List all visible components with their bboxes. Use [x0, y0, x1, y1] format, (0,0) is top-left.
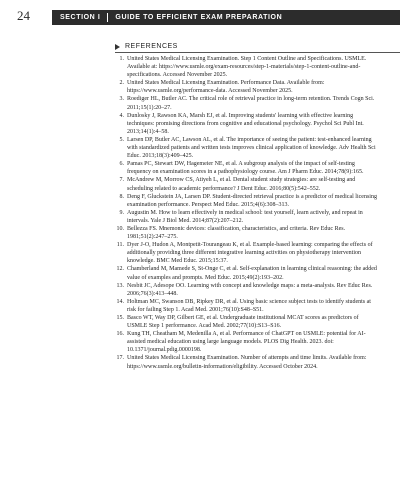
reference-text: Basco WT, Way DP, Gilbert GE, et al. Undergraduate institutional MCAT scores as predictors of USMLE Step 1 performance. Acad Med. 2002;77(10):S13–S16. — [127, 315, 359, 330]
reference-number: 8. — [119, 193, 124, 200]
reference-number: 5. — [119, 136, 124, 143]
reference-item — [115, 95, 400, 111]
triangle-right-icon — [115, 44, 120, 50]
chapter-title: GUIDE TO EFFICIENT EXAM PREPARATION — [115, 14, 283, 21]
reference-number: 7. — [119, 177, 124, 184]
reference-item — [115, 282, 400, 298]
reference-item — [115, 298, 400, 314]
reference-number: 9. — [119, 209, 124, 216]
reference-number: 2. — [119, 80, 124, 87]
page-number: 24 — [17, 8, 30, 23]
reference-text: Holtman MC, Swanson DB, Ripkey DR, et al. Using basic science subject tests to identify students at risk for failing Step 1. Acad Med. 2001;76(10):S48–S51. — [127, 298, 371, 313]
reference-item — [115, 55, 400, 79]
reference-item — [115, 160, 400, 176]
reference-item — [115, 193, 400, 209]
reference-number: 13. — [116, 282, 124, 289]
references-title: REFERENCES — [125, 43, 178, 50]
reference-item — [115, 112, 400, 136]
reference-item — [115, 79, 400, 95]
section-label: SECTION I — [60, 14, 101, 21]
reference-number: 15. — [116, 315, 124, 321]
reference-number: 3. — [119, 96, 124, 103]
reference-text: Nesbit JC, Adesope OO. Learning with concept and knowledge maps: a meta-analysis. Rev Educ Res. 2006;76(3):413–448. — [127, 282, 373, 297]
reference-text: Larsen DP, Butler AC, Lawson AL, et al. The importance of seeing the patient: test-enhanced learning with standardized patients and written tests improves clinical application of knowledge. Adv Health Sci Educ. 2013;18(3):409–425. — [127, 136, 376, 160]
reference-number: 12. — [116, 266, 124, 273]
reference-number: 6. — [119, 161, 124, 168]
reference-item — [115, 241, 400, 265]
reference-number: 11. — [116, 242, 124, 249]
reference-text: Deng F, Gluckstein JA, Larsen DP. Student-directed retrieval practice is a predictor of medical licensing examination performance. Perspect Med Educ. 2015;4(6):308–313. — [127, 193, 377, 208]
reference-number: 17. — [116, 355, 124, 362]
reference-number: 1. — [119, 56, 124, 62]
reference-text: Pamas PC, Stewart DW, Hagemeier NE, et al. A subgroup analysis of the impact of self-testing frequency on examination scores in a pathophysiology course. Am J Pharm Educ. 2014;78(9):165. — [127, 161, 364, 176]
reference-list — [115, 55, 400, 371]
reference-text: Kung TH, Cheatham M, Medenilla A, et al. Performance of ChatGPT on USMLE: potential for AI-assisted medical education using large language models. PLOS Dig Health. 2023. doi: 10.1371/journal.pdig.0000198. — [127, 331, 366, 354]
reference-text: Dunlosky J, Rawson KA, Marsh EJ, et al. Improving students' learning with effective learning techniques: promising directions from cognitive and educational psychology. Psychol Sci Publ Int. 2013;14(1):4–58. — [127, 112, 364, 135]
reference-text: Chamberland M, Mamede S, St-Onge C, et al. Self-explanation in learning clinical reasoning: the added value of examples and prompts. Med Educ. 2015;49(2):193–202. — [127, 266, 377, 281]
reference-item — [115, 354, 400, 370]
references-heading — [115, 41, 400, 53]
reference-item — [115, 265, 400, 281]
reference-text: Augustin M. How to learn effectively in medical school: test yourself, learn actively, and repeat in intervals. Yale J Biol Med. 2014;87(2):207–212. — [127, 209, 363, 224]
reference-number: 14. — [116, 298, 124, 305]
reference-item — [115, 209, 400, 225]
reference-number: 4. — [119, 112, 124, 119]
reference-number: 16. — [116, 331, 124, 338]
reference-text: Roediger HL, Butler AC. The critical role of retrieval practice in long-term retention. Trends Cogn Sci. 2011;15(1):20–27. — [127, 96, 375, 111]
reference-item — [115, 330, 400, 354]
reference-item — [115, 176, 400, 192]
reference-text: United States Medical Licensing Examination. Number of attempts and time limits. Available from: https://www.usmle.org/bulletin-information/eligibility. Accessed October 2024. — [127, 355, 367, 370]
reference-item — [115, 136, 400, 160]
running-header — [52, 10, 400, 25]
reference-number: 10. — [116, 225, 124, 232]
reference-text: United States Medical Licensing Examination. Step 1 Content Outline and Specifications. USMLE. Available at: https://www.usmle.org/exam-resources/step-1-materials/step-1-content-outline-and-specifications. Accessed November 2025. — [127, 56, 367, 79]
reference-text: Bellezza FS. Mnemonic devices: classification, characteristics, and criteria. Rev Educ Res. 1981;51(2):247–275. — [127, 225, 346, 241]
reference-text: Dyer J-O, Hudon A, Montpetit-Tourangeau K, et al. Example-based learning: comparing the effects of additionally providing three different integrative learning activities on physiotherapy intervention knowledge. BMC Med Educ. 2015;15:37. — [127, 242, 373, 265]
reference-text: McAndrew M, Morrow CS, Atiyeh L, et al. Dental student study strategies: are self-testing and scheduling related to academic performance? J Dent Educ. 2016;80(5):542–552. — [127, 177, 356, 192]
reference-text: United States Medical Licensing Examination. Performance Data. Available from: https://www.usmle.org/performance-data. Accessed November 2025. — [127, 80, 325, 95]
header-divider — [107, 13, 108, 22]
reference-item — [115, 314, 400, 330]
reference-item — [115, 225, 400, 241]
